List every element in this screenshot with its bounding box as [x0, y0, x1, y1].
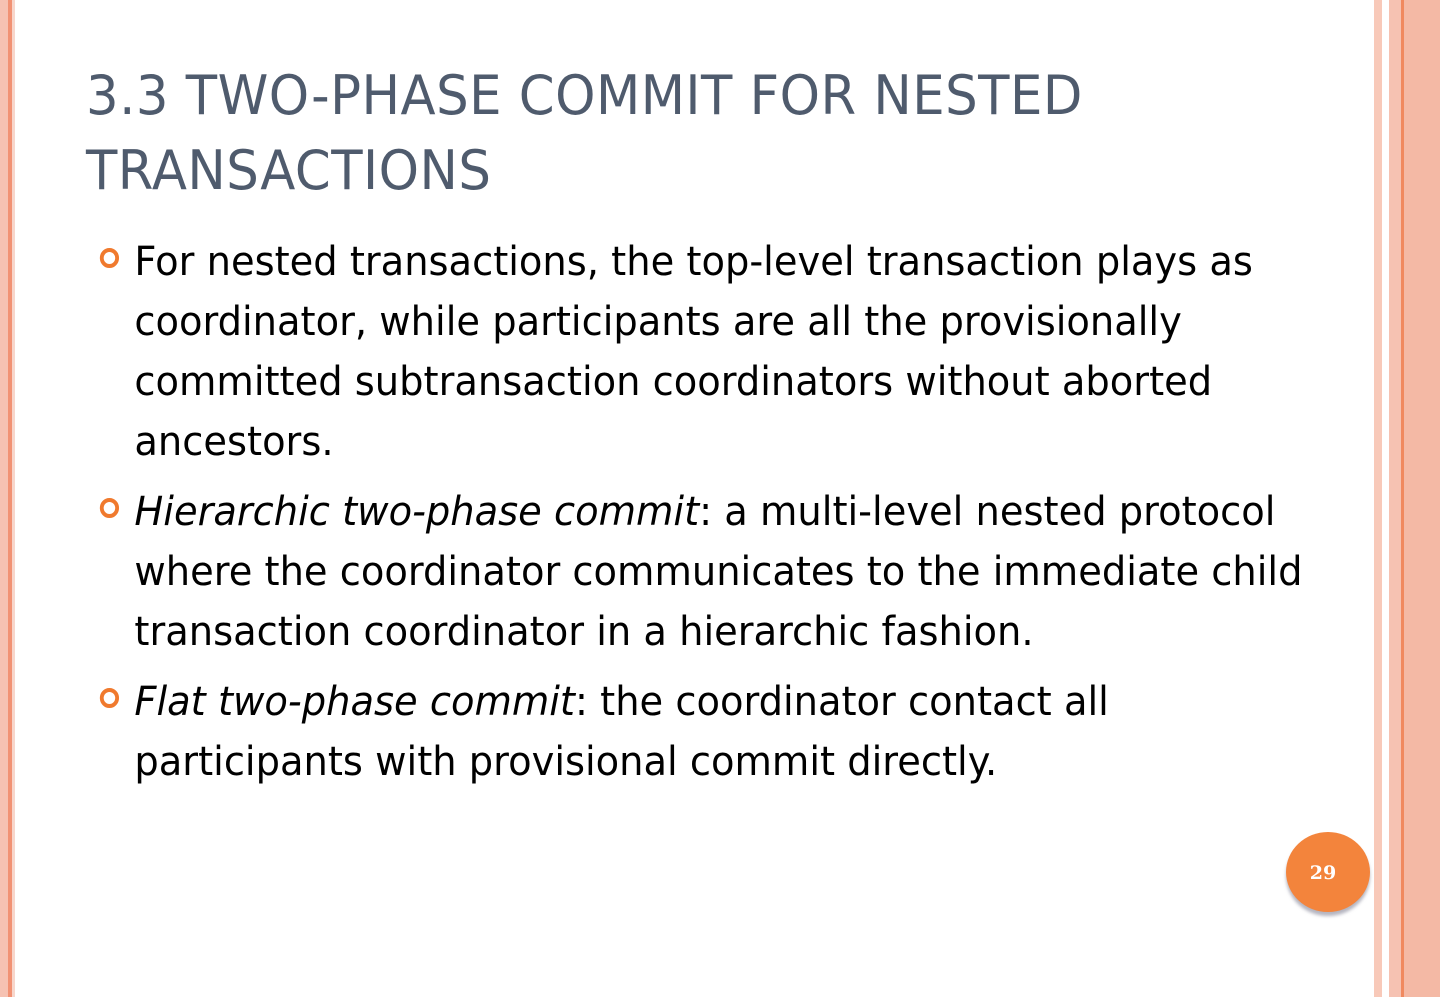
right-border-stripe-middle: [1389, 0, 1401, 997]
bullet-list: [96, 232, 1366, 802]
circle-bullet-icon: [100, 498, 119, 518]
bullet-term: Flat two-phase commit: [134, 679, 575, 725]
page-number: 29: [1309, 862, 1337, 884]
circle-bullet-icon: [100, 688, 119, 708]
right-border-stripe-inner: [1374, 0, 1382, 997]
bullet-item-hierarchic: [96, 482, 1315, 662]
slide-title: 3.3 TWO-PHASE COMMIT FOR NESTED TRANSACTIONS: [86, 64, 1083, 202]
bullet-item-coordinator: [96, 232, 1315, 472]
left-border-inner: [12, 0, 15, 997]
bullet-term: Hierarchic two-phase commit: [134, 489, 700, 535]
right-border-stripe-outer: [1404, 0, 1440, 997]
bullet-text: For nested transactions, the top-level transaction plays as coordinator, while participants are all the provisionally committed subtransaction coordinators without aborted ancestors.: [134, 239, 1253, 465]
page-number-badge: [1286, 832, 1370, 912]
bullet-text: : the coordinator contact all participants with provisional commit directly.: [134, 679, 1109, 785]
right-border-gap: [1382, 0, 1389, 997]
circle-bullet-icon: [100, 248, 119, 268]
left-border-stripe: [0, 0, 8, 997]
bullet-item-flat: [96, 672, 1315, 792]
bullet-text: : a multi-level nested protocol where the coordinator communicates to the immediate child transaction coordinator in a hierarchic fashion.: [134, 489, 1303, 655]
